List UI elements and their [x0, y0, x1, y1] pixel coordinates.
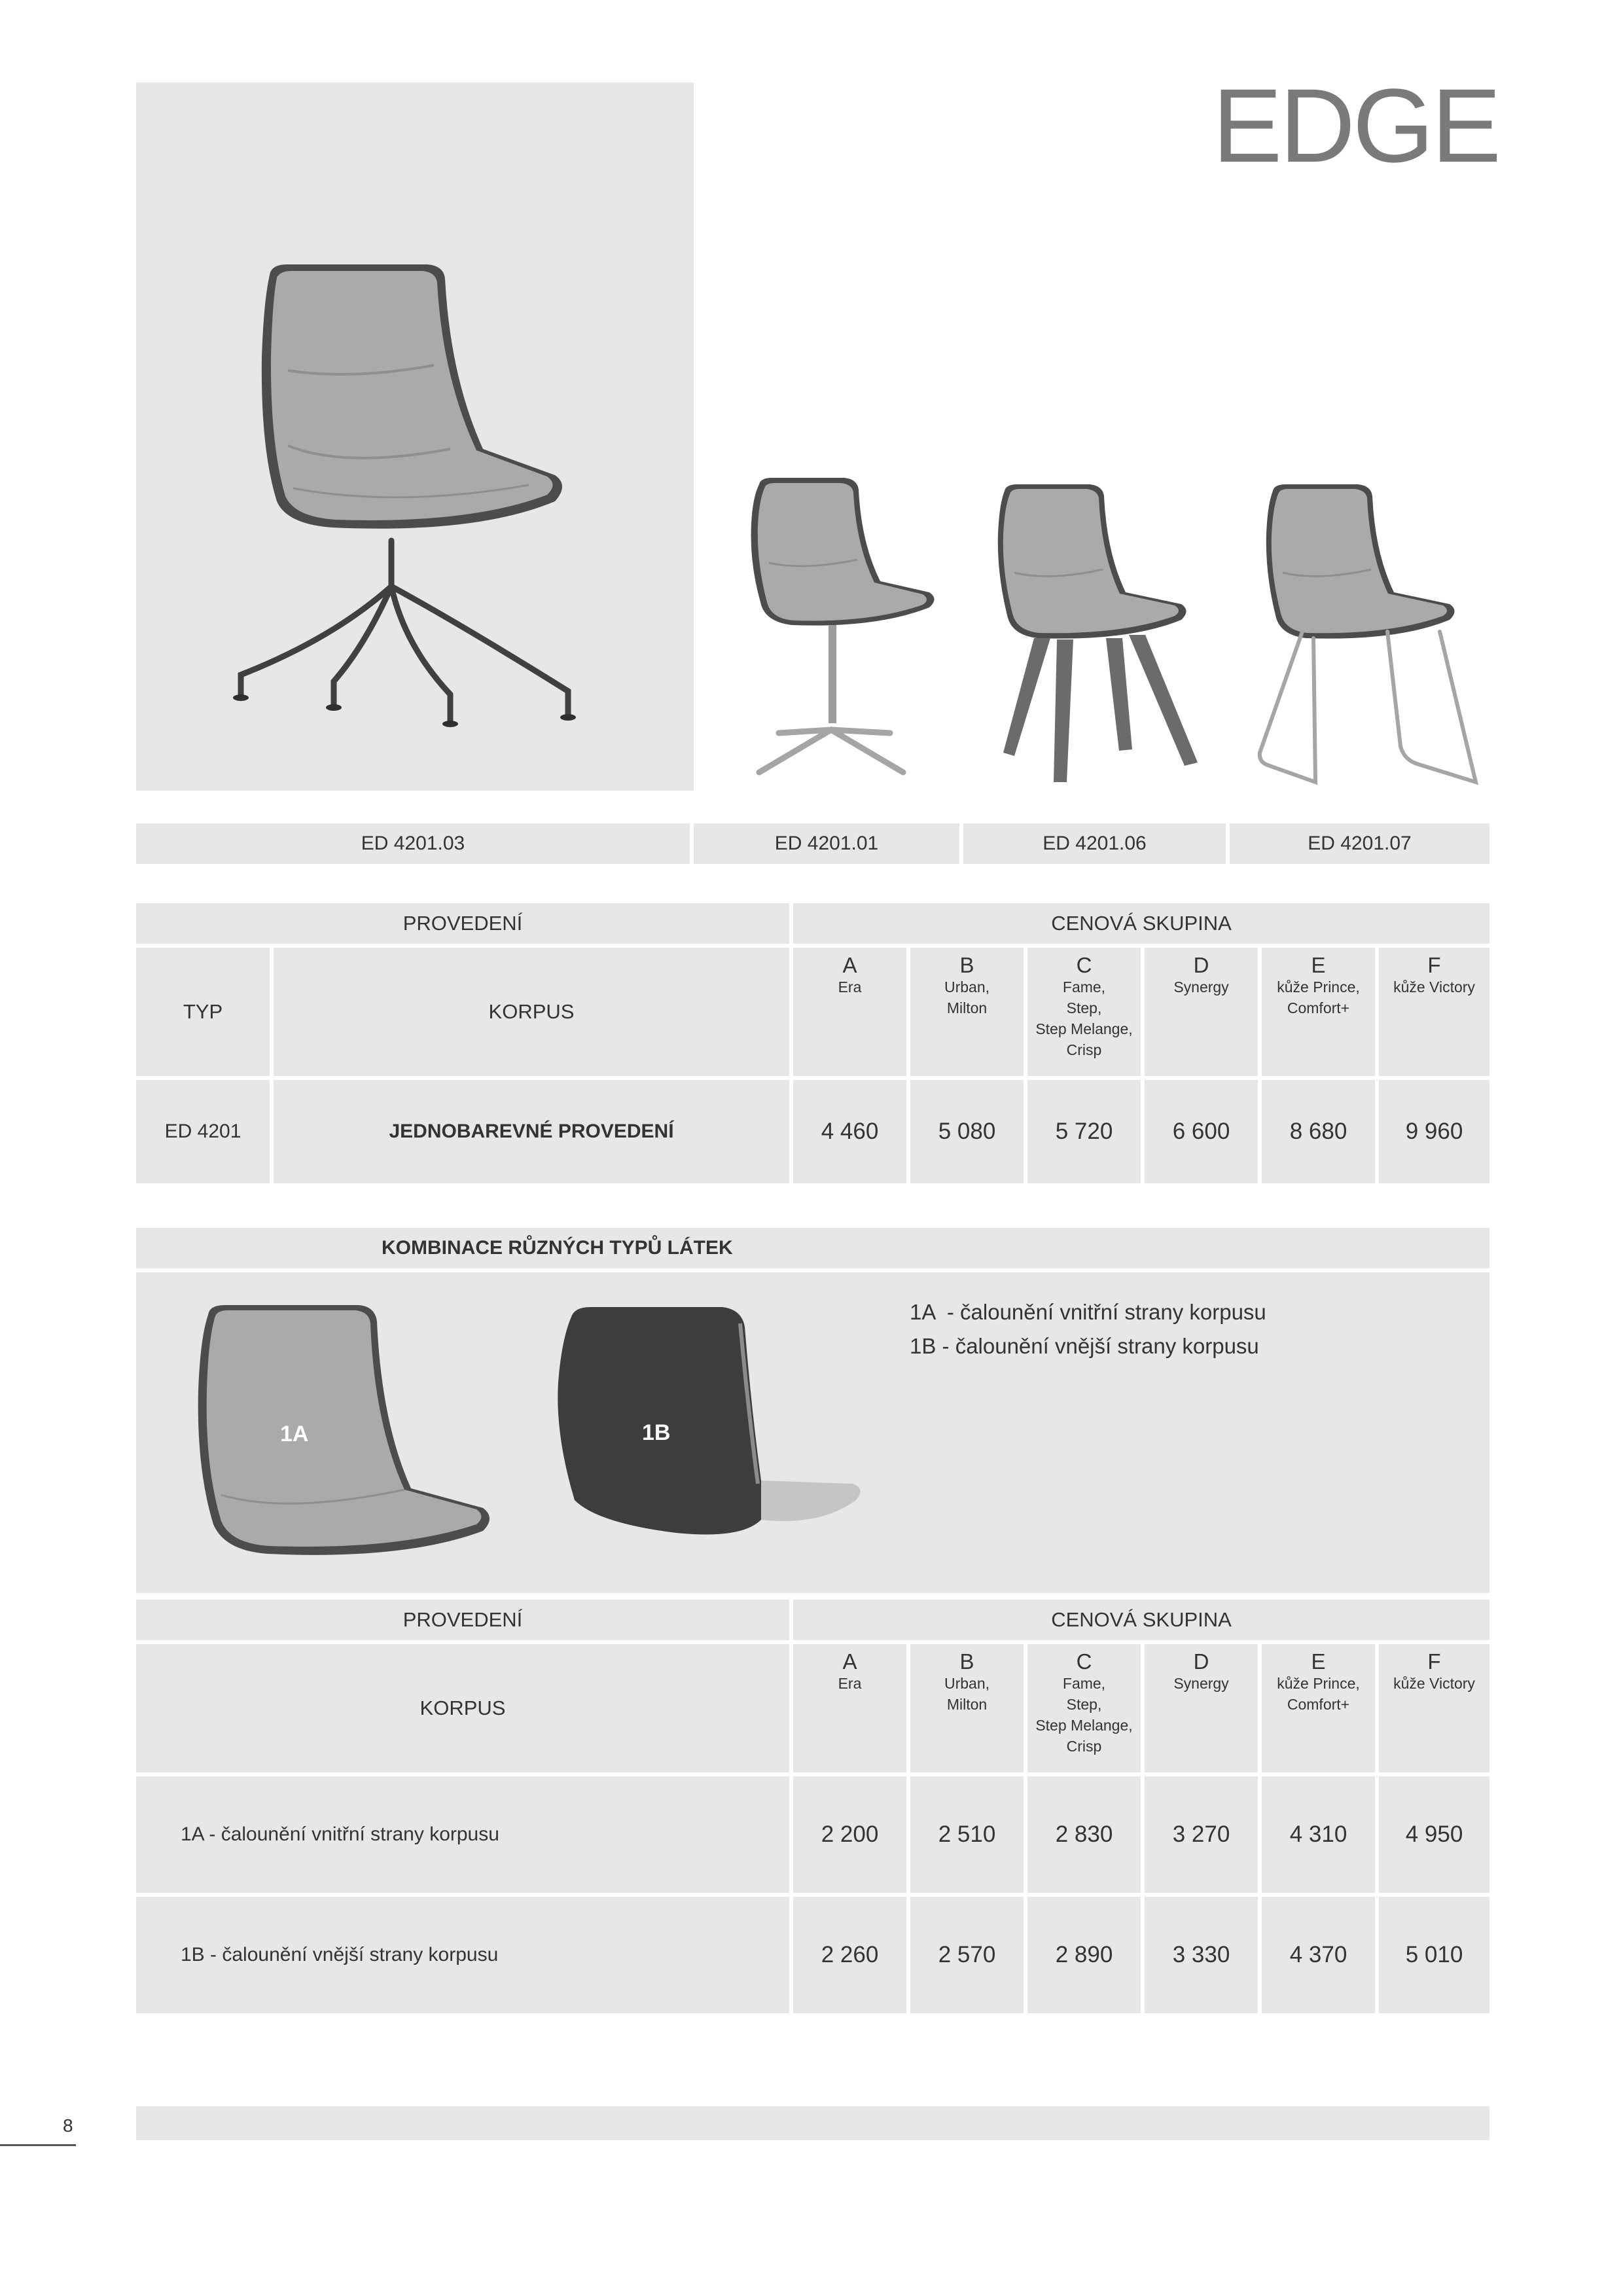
group-fabric: Era	[838, 1675, 862, 1692]
group-fabric: Fame, Step, Step Melange, Crisp	[1035, 1675, 1133, 1755]
table2-price: 2 200	[793, 1776, 906, 1893]
table2-group-d	[1145, 1644, 1258, 1772]
table1-row-typ: ED 4201	[136, 1080, 270, 1183]
table1-header-provedeni: PROVEDENÍ	[136, 903, 789, 944]
main-photo-panel	[136, 82, 694, 791]
table2-price: 4 950	[1379, 1776, 1489, 1893]
group-letter: F	[1427, 1649, 1441, 1674]
label-1a: 1A	[280, 1422, 309, 1446]
combo-legend-1b: 1B - čalounění vnější strany korpusu	[910, 1334, 1259, 1358]
table2-price: 5 010	[1379, 1897, 1489, 2013]
group-fabric: Era	[838, 978, 862, 996]
group-fabric: kůže Victory	[1393, 978, 1475, 996]
table1-group-e	[1262, 948, 1375, 1076]
variant-code-cell: ED 4201.03	[136, 823, 690, 864]
group-letter: E	[1311, 1649, 1326, 1674]
table1-header-cenova-skupina: CENOVÁ SKUPINA	[793, 903, 1489, 944]
table2-header-provedeni: PROVEDENÍ	[136, 1600, 789, 1640]
swivel-chair-illustration	[136, 82, 694, 791]
group-fabric: Synergy	[1173, 1675, 1229, 1692]
table2-price: 4 370	[1262, 1897, 1375, 2013]
table2-price: 2 510	[910, 1776, 1024, 1893]
table1-price: 6 600	[1145, 1080, 1258, 1183]
table2-price: 2 570	[910, 1897, 1024, 2013]
table2-price: 3 270	[1145, 1776, 1258, 1893]
table2-group-f	[1379, 1644, 1489, 1772]
wooden-leg-chair-illustration	[985, 475, 1207, 792]
table1-price: 4 460	[793, 1080, 906, 1183]
group-letter: B	[959, 1649, 974, 1674]
group-fabric: Synergy	[1173, 978, 1229, 996]
cross-base-chair-illustration	[733, 465, 955, 792]
footer-bar	[136, 2106, 1489, 2140]
group-letter: A	[842, 953, 857, 977]
table2-group-c	[1027, 1644, 1141, 1772]
table1-group-c	[1027, 948, 1141, 1076]
table2-group-e	[1262, 1644, 1375, 1772]
page-number-rule	[0, 2144, 76, 2146]
table2-group-b	[910, 1644, 1024, 1772]
group-fabric: kůže Prince, Comfort+	[1277, 978, 1360, 1016]
combo-panel	[136, 1272, 1489, 1593]
table2-price: 2 260	[793, 1897, 906, 2013]
table1-group-b	[910, 948, 1024, 1076]
group-fabric: Urban, Milton	[944, 1675, 990, 1713]
variant-code-cell: ED 4201.01	[694, 823, 959, 864]
table1-group-f	[1379, 948, 1489, 1076]
table1-row-korpus: JEDNOBAREVNÉ PROVEDENÍ	[274, 1080, 789, 1183]
combo-title: KOMBINACE RŮZNÝCH TYPŮ LÁTEK	[136, 1228, 1489, 1268]
table2-row-label: 1B - čalounění vnější strany korpusu	[136, 1897, 789, 2013]
table2-price: 3 330	[1145, 1897, 1258, 2013]
group-letter: B	[959, 953, 974, 977]
table1-price: 5 720	[1027, 1080, 1141, 1183]
sled-base-chair-illustration	[1240, 475, 1489, 789]
group-fabric: Fame, Step, Step Melange, Crisp	[1035, 978, 1133, 1058]
combo-legend-1a: 1A - čalounění vnitřní strany korpusu	[910, 1300, 1266, 1324]
table2-col-korpus: KORPUS	[136, 1644, 789, 1772]
group-letter: F	[1427, 953, 1441, 977]
group-letter: D	[1193, 953, 1209, 977]
group-letter: C	[1076, 1649, 1092, 1674]
group-fabric: kůže Victory	[1393, 1675, 1475, 1692]
group-fabric: Urban, Milton	[944, 978, 990, 1016]
shell-1a-illustration	[188, 1299, 516, 1560]
group-letter: A	[842, 1649, 857, 1674]
variant-code-cell: ED 4201.06	[963, 823, 1226, 864]
table2-price: 2 830	[1027, 1776, 1141, 1893]
table1-price: 8 680	[1262, 1080, 1375, 1183]
group-fabric: kůže Prince, Comfort+	[1277, 1675, 1360, 1713]
table2-price: 2 890	[1027, 1897, 1141, 2013]
table1-col-korpus: KORPUS	[274, 948, 789, 1076]
table2-row-label: 1A - čalounění vnitřní strany korpusu	[136, 1776, 789, 1893]
variant-code-cell: ED 4201.07	[1230, 823, 1489, 864]
shell-1b-illustration	[545, 1304, 872, 1559]
group-letter: D	[1193, 1649, 1209, 1674]
label-1b: 1B	[642, 1420, 671, 1445]
table1-price: 5 080	[910, 1080, 1024, 1183]
page-title: EDGE	[1212, 67, 1499, 184]
table1-group-a	[793, 948, 906, 1076]
table1-group-d	[1145, 948, 1258, 1076]
table2-price: 4 310	[1262, 1776, 1375, 1893]
table1-col-typ: TYP	[136, 948, 270, 1076]
table1-price: 9 960	[1379, 1080, 1489, 1183]
group-letter: E	[1311, 953, 1326, 977]
page-number: 8	[63, 2115, 73, 2136]
table2-group-a	[793, 1644, 906, 1772]
table2-header-cenova-skupina: CENOVÁ SKUPINA	[793, 1600, 1489, 1640]
group-letter: C	[1076, 953, 1092, 977]
